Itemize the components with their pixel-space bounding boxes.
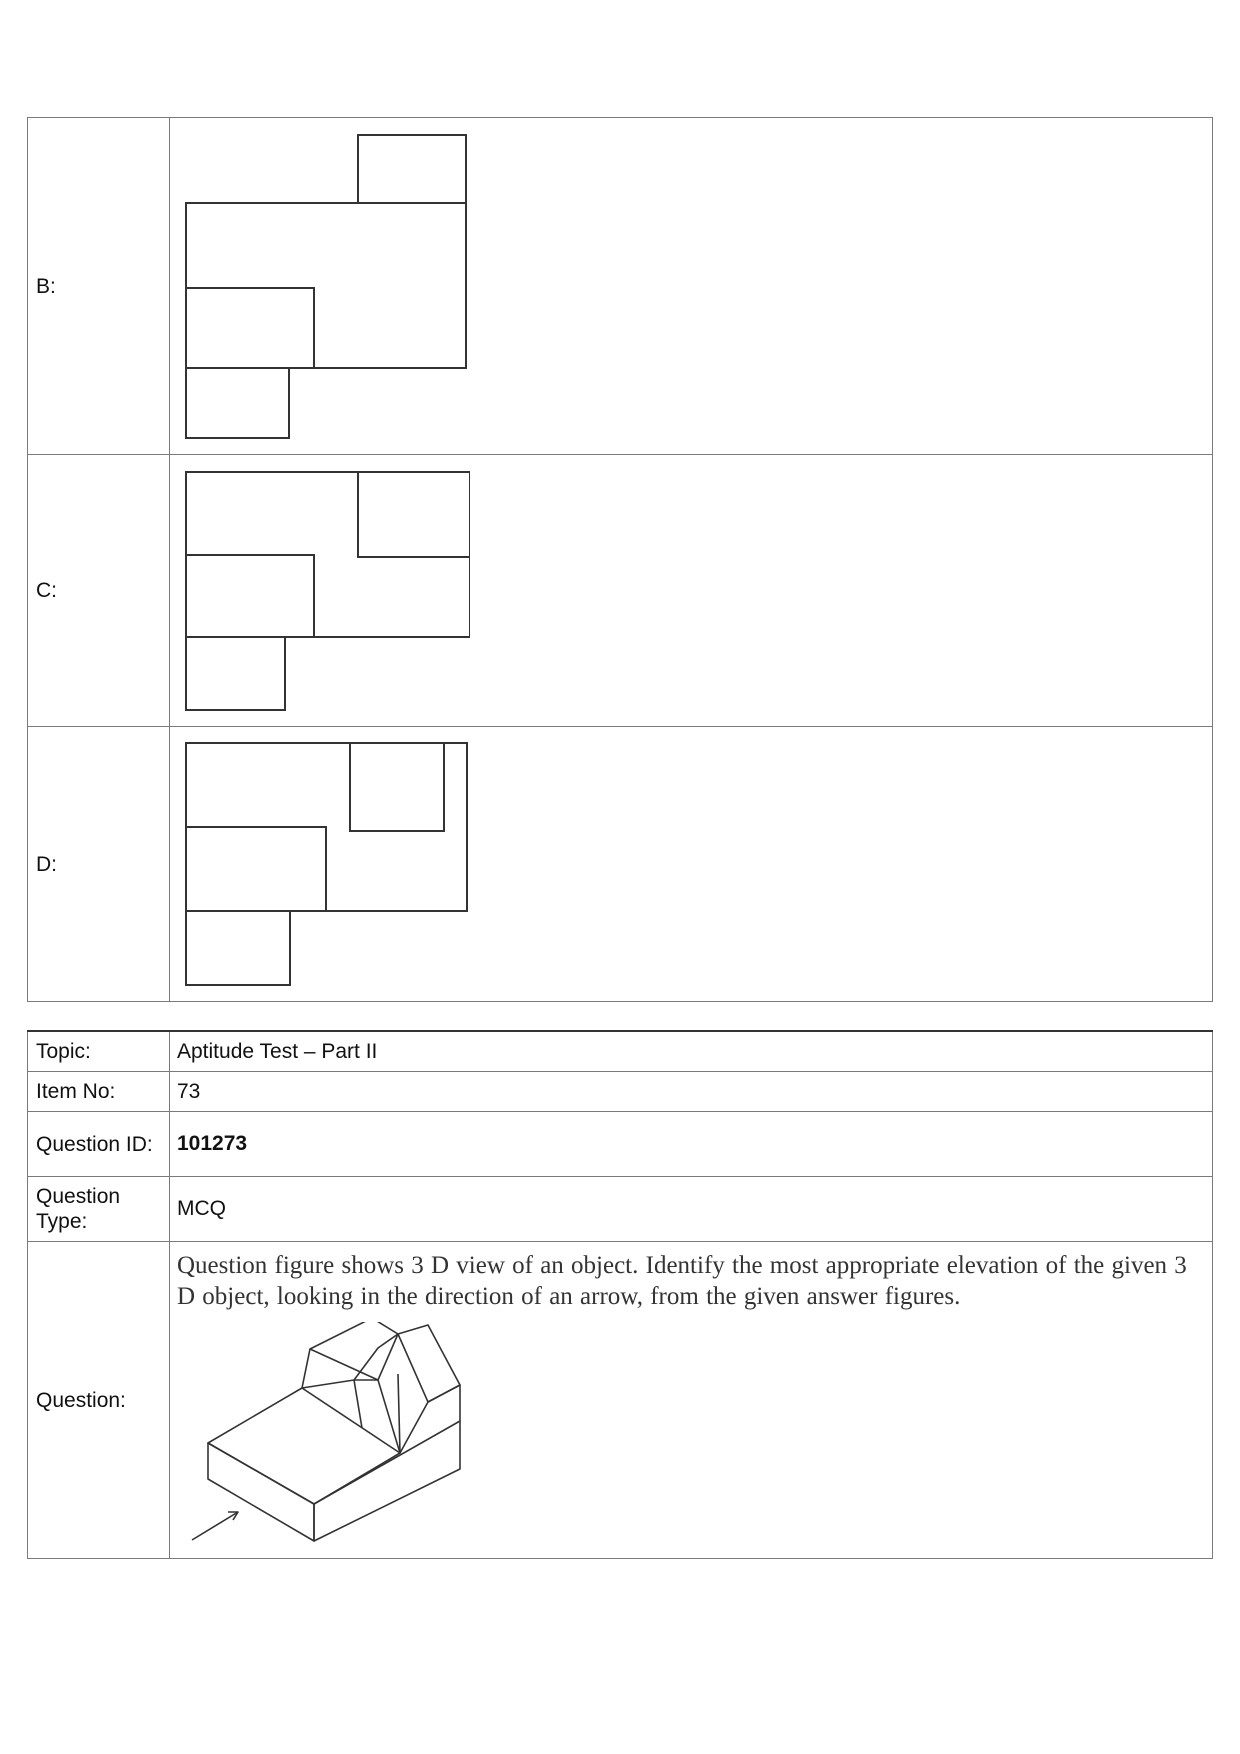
question-type-row: [28, 1177, 1213, 1242]
topic-row: [28, 1031, 1213, 1072]
option-figure-cell: [170, 118, 1213, 455]
option-label: C:: [28, 455, 170, 727]
question-label: Question:: [28, 1242, 170, 1559]
option-label: D:: [28, 727, 170, 1002]
option-figure-cell: [170, 727, 1213, 1002]
item-label: Item No:: [28, 1072, 170, 1112]
question-id-label: Question ID:: [28, 1112, 170, 1177]
iso-edge: [310, 1349, 378, 1380]
iso-raised-block: [302, 1322, 398, 1388]
item-row: [28, 1072, 1213, 1112]
option-label: B:: [28, 118, 170, 455]
answer-options-table: [27, 117, 1213, 1002]
view-arrow-head-icon: [228, 1512, 238, 1520]
question-3d-figure: [186, 1322, 486, 1552]
option-figure-cell: [170, 455, 1213, 727]
iso-front-face: [208, 1443, 314, 1541]
iso-slope-top: [398, 1325, 460, 1402]
answer-figure-d: [170, 727, 470, 999]
item-value: 73: [170, 1072, 1213, 1112]
topic-value: Aptitude Test – Part II: [170, 1031, 1213, 1072]
question-type-label: Question Type:: [28, 1177, 170, 1242]
iso-edge: [398, 1374, 400, 1453]
question-id-value: 101273: [170, 1112, 1213, 1177]
question-text: Question figure shows 3 D view of an object. Identify the most appropriate elevation of the given 3 D object, looking in the direction of an arrow, from the given answer figures.: [177, 1252, 1187, 1310]
option-row-c: [28, 455, 1213, 727]
answer-figure-b: [170, 118, 470, 452]
iso-top-face: [208, 1388, 400, 1504]
question-row: [28, 1242, 1213, 1559]
question-content-cell: [170, 1242, 1213, 1559]
question-meta-table: [27, 1030, 1213, 1559]
option-row-d: [28, 727, 1213, 1002]
answer-figure-c: [170, 455, 470, 723]
view-arrow-icon: [192, 1512, 238, 1540]
iso-edge: [354, 1380, 362, 1428]
option-row-b: [28, 118, 1213, 455]
question-id-row: [28, 1112, 1213, 1177]
topic-label: Topic:: [28, 1031, 170, 1072]
question-type-value: MCQ: [170, 1177, 1213, 1242]
iso-right-face: [314, 1421, 460, 1541]
